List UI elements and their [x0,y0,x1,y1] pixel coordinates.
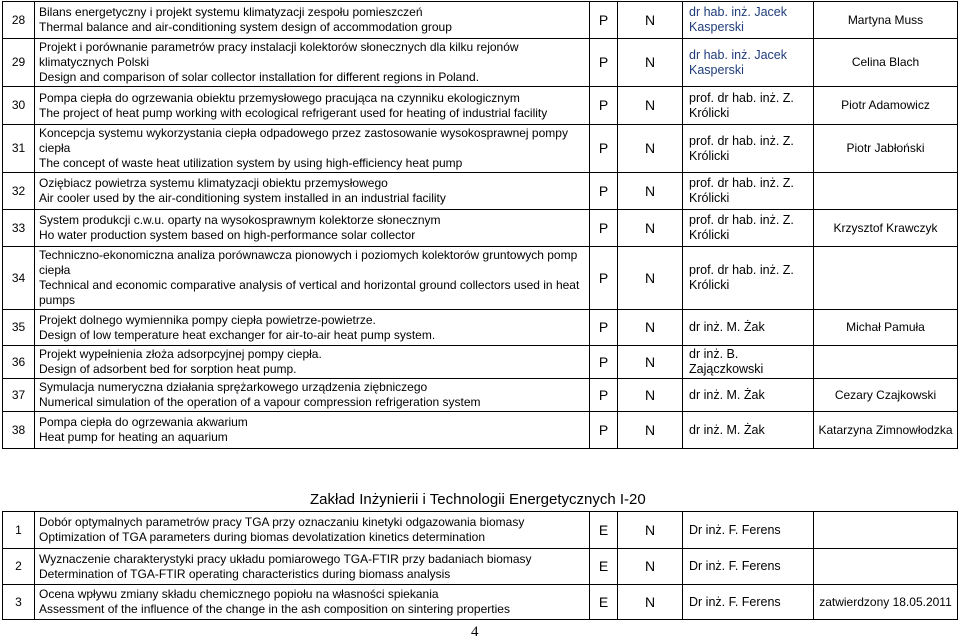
title-polish: System produkcji c.w.u. oparty na wysokosprawnym kolektorze słonecznym [39,213,441,227]
student-name [814,512,958,549]
title-polish: Projekt dolnego wymiennika pompy ciepła powietrze-powietrze. [39,312,376,327]
study-type-code: P [590,87,618,125]
title-english: Optimization of TGA parameters during biomas devolatization kinetics determination [39,530,485,544]
study-level-code: N [618,39,683,87]
study-level-code: N [618,247,683,310]
thesis-title [35,210,590,247]
thesis-title [35,549,590,585]
student-name: Cezary Czajkowski [814,379,958,412]
thesis-table-top [2,1,958,449]
title-polish: Bilans energetyczny i projekt systemu klimatyzacji zespołu pomieszczeń [39,5,423,19]
study-level-code: N [618,346,683,379]
thesis-title [35,87,590,125]
supervisor-name: dr inż. B. Zajączkowski [683,346,814,379]
supervisor-name: prof. dr hab. inż. Z. Królicki [683,247,814,310]
study-level-code: N [618,125,683,173]
table-row [3,210,958,247]
thesis-title [35,173,590,210]
row-number: 31 [3,125,35,173]
section-title: Zakład Inżynierii i Technologii Energetycznych I-20 [310,491,646,508]
table-row [3,549,958,585]
table-row [3,125,958,173]
supervisor-name: dr hab. inż. Jacek Kasperski [683,2,814,39]
row-number: 29 [3,39,35,87]
title-english: Air cooler used by the air-conditioning system installed in an industrial facility [39,191,446,205]
study-level-code: N [618,173,683,210]
study-type-code: P [590,346,618,379]
supervisor-name: Dr inż. F. Ferens [683,585,814,620]
table-row [3,2,958,39]
title-english: Design of adsorbent bed for sorption heat pump. [39,362,297,376]
table-row [3,379,958,412]
study-level-code: N [618,549,683,585]
study-type-code: P [590,2,618,39]
study-type-code: P [590,310,618,346]
student-name: Katarzyna Zimnowłodzka [814,412,958,449]
study-level-code: N [618,585,683,620]
thesis-title [35,346,590,379]
student-name: Martyna Muss [814,2,958,39]
study-type-code: P [590,379,618,412]
row-number: 35 [3,310,35,346]
table-row [3,310,958,346]
student-name: Piotr Adamowicz [814,87,958,125]
supervisor-name: Dr inż. F. Ferens [683,512,814,549]
study-level-code: N [618,512,683,549]
supervisor-name: prof. dr hab. inż. Z. Królicki [683,87,814,125]
row-number: 38 [3,412,35,449]
title-polish: Koncepcja systemu wykorzystania ciepła odpadowego przez zastosowanie wysokosprawnej pompy ciepła [39,126,568,155]
study-type-code: E [590,585,618,620]
thesis-title [35,512,590,549]
thesis-title [35,39,590,87]
student-name [814,247,958,310]
study-type-code: P [590,39,618,87]
title-english: Heat pump for heating an aquarium [39,430,228,444]
study-level-code: N [618,2,683,39]
student-name: Krzysztof Krawczyk [814,210,958,247]
title-polish: Pompa ciepła do ogrzewania akwarium [39,415,248,429]
title-polish: Wyznaczenie charakterystyki pracy układu pomiarowego TGA-FTIR przy badaniach biomasy [39,551,532,566]
title-polish: Oziębiacz powietrza systemu klimatyzacji obiektu przemysłowego [39,176,388,190]
table-row [3,412,958,449]
title-english: The project of heat pump working with ecological refrigerant used for heating of industrial facility [39,105,548,120]
title-english: Ho water production system based on high-performance solar collector [39,228,416,242]
thesis-table-bottom [2,511,958,620]
study-type-code: P [590,210,618,247]
supervisor-name: dr inż. M. Żak [683,310,814,346]
study-level-code: N [618,412,683,449]
student-name: Piotr Jabłoński [814,125,958,173]
study-level-code: N [618,379,683,412]
title-english: Numerical simulation of the operation of a vapour compression refrigeration system [39,395,481,409]
title-polish: Techniczno-ekonomiczna analiza porównawcza pionowych i poziomych kolektorów gruntowych pomp ciepła [39,248,578,277]
thesis-title [35,125,590,173]
study-level-code: N [618,310,683,346]
table-row [3,39,958,87]
row-number: 28 [3,2,35,39]
study-type-code: E [590,512,618,549]
title-polish: Projekt i porównanie parametrów pracy instalacji kolektorów słonecznych dla kilku rejonów klimatycznych Polski [39,40,519,69]
title-polish: Ocena wpływu zmiany składu chemicznego popiołu na własności spiekania [39,587,439,601]
thesis-title [35,585,590,620]
row-number: 3 [3,585,35,620]
row-number: 36 [3,346,35,379]
student-name [814,549,958,585]
student-name: Michał Pamuła [814,310,958,346]
row-number: 30 [3,87,35,125]
student-name: zatwierdzony 18.05.2011 [814,585,958,620]
study-type-code: P [590,412,618,449]
supervisor-name: Dr inż. F. Ferens [683,549,814,585]
row-number: 32 [3,173,35,210]
supervisor-name: dr hab. inż. Jacek Kasperski [683,39,814,87]
thesis-title [35,2,590,39]
thesis-title [35,247,590,310]
student-name: Celina Blach [814,39,958,87]
study-type-code: P [590,125,618,173]
row-number: 34 [3,247,35,310]
table-row [3,173,958,210]
title-english: The concept of waste heat utilization system by using high-efficiency heat pump [39,156,463,170]
row-number: 1 [3,512,35,549]
thesis-title [35,310,590,346]
title-polish: Symulacja numeryczna działania sprężarkowego urządzenia ziębniczego [39,380,428,394]
table-row [3,87,958,125]
title-english: Assessment of the influence of the change in the ash composition on sintering properties [39,602,510,616]
page-number: 4 [471,624,479,640]
thesis-title [35,379,590,412]
supervisor-name: prof. dr hab. inż. Z. Królicki [683,125,814,173]
supervisor-name: prof. dr hab. inż. Z. Królicki [683,210,814,247]
study-level-code: N [618,210,683,247]
title-english: Technical and economic comparative analysis of vertical and horizontal ground collectors used in heat pumps [39,278,580,307]
study-type-code: E [590,549,618,585]
title-english: Design and comparison of solar collector installation for different regions in Poland. [39,70,480,84]
title-polish: Pompa ciepła do ogrzewania obiektu przemysłowego pracująca na czynniku ekologicznym [39,90,520,105]
study-level-code: N [618,87,683,125]
table-row [3,512,958,549]
student-name [814,173,958,210]
table-row [3,585,958,620]
title-english: Determination of TGA-FTIR operating characteristics during biomass analysis [39,566,451,581]
row-number: 2 [3,549,35,585]
study-type-code: P [590,247,618,310]
thesis-title [35,412,590,449]
student-name [814,346,958,379]
table-row [3,346,958,379]
row-number: 33 [3,210,35,247]
title-english: Design of low temperature heat exchanger for air-to-air heat pump system. [39,327,436,342]
title-english: Thermal balance and air-conditioning system design of accommodation group [39,20,452,34]
title-polish: Projekt wypełnienia złoża adsorpcyjnej pompy ciepła. [39,347,322,361]
table-row [3,247,958,310]
row-number: 37 [3,379,35,412]
supervisor-name: dr inż. M. Żak [683,379,814,412]
title-polish: Dobór optymalnych parametrów pracy TGA przy oznaczaniu kinetyki odgazowania biomasy [39,515,525,529]
supervisor-name: prof. dr hab. inż. Z. Królicki [683,173,814,210]
supervisor-name: dr inż. M. Żak [683,412,814,449]
study-type-code: P [590,173,618,210]
